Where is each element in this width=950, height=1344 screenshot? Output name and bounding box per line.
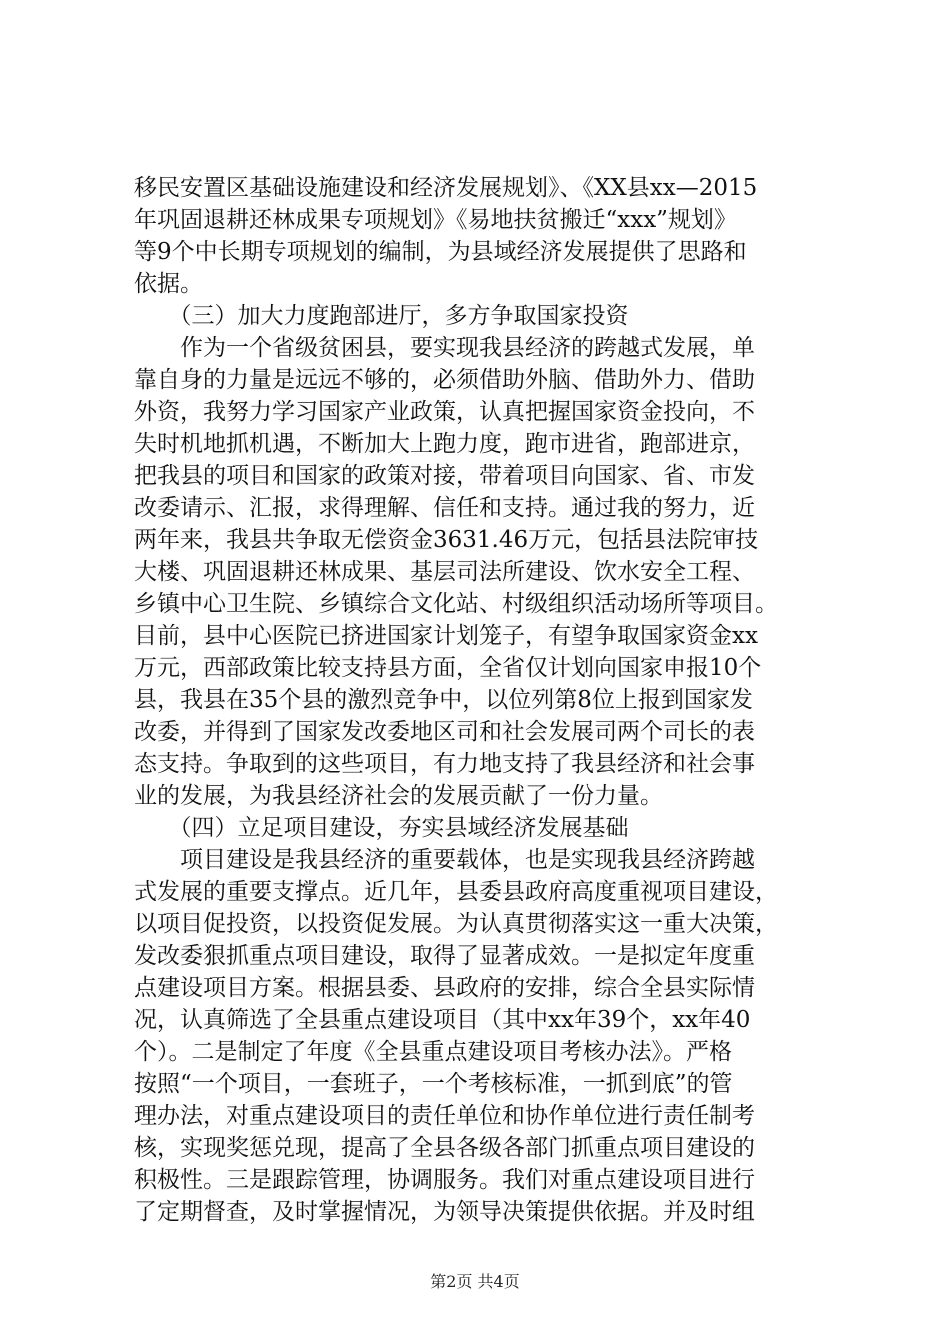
text-line: 县，我县在35个县的激烈竞争中，以位列第8位上报到国家发	[134, 687, 753, 713]
text-line: 点建设项目方案。根据县委、县政府的安排，综合全县实际情	[134, 975, 755, 1001]
text-line: 等9个中长期专项规划的编制，为县域经济发展提供了思路和	[134, 239, 747, 265]
text-line: 发改委狠抓重点项目建设，取得了显著成效。一是拟定年度重	[134, 943, 755, 969]
text-line: 靠自身的力量是远远不够的，必须借助外脑、借助外力、借助	[134, 367, 755, 393]
text-line: 失时机地抓机遇，不断加大上跑力度，跑市进省，跑部进京，	[134, 431, 755, 457]
text-line: 积极性。三是跟踪管理，协调服务。我们对重点建设项目进行	[134, 1167, 755, 1193]
text-line: 了定期督查，及时掌握情况，为领导决策提供依据。并及时组	[134, 1199, 755, 1225]
text-line: 改委，并得到了国家发改委地区司和社会发展司两个司长的表	[134, 719, 755, 745]
text-line: 万元，西部政策比较支持县方面，全省仅计划向国家申报10个	[134, 655, 762, 681]
text-line: 按照“一个项目，一套班子，一个考核标准，一抓到底”的管	[134, 1071, 733, 1097]
text-line: 把我县的项目和国家的政策对接，带着项目向国家、省、市发	[134, 463, 755, 489]
page-number-footer: 第2页 共4页	[430, 1272, 520, 1291]
text-line: 理办法，对重点建设项目的责任单位和协作单位进行责任制考	[134, 1103, 755, 1129]
text-line: 依据。	[134, 271, 203, 297]
text-line: 况，认真筛选了全县重点建设项目（其中xx年39个，xx年40	[134, 1007, 751, 1033]
text-line: 个）。二是制定了年度《全县重点建设项目考核办法》。严格	[134, 1039, 732, 1065]
text-line: 两年来，我县共争取无偿资金3631.46万元，包括县法院审技	[134, 527, 759, 553]
text-line: 年巩固退耕还林成果专项规划》《易地扶贫搬迁“xxx”规划》	[134, 207, 737, 233]
text-line: 以项目促投资，以投资促发展。为认真贯彻落实这一重大决策，	[134, 911, 778, 937]
text-line: 作为一个省级贫困县，要实现我县经济的跨越式发展，单	[134, 335, 755, 361]
text-line: 项目建设是我县经济的重要载体，也是实现我县经济跨越	[134, 847, 755, 873]
text-line: 式发展的重要支撑点。近几年，县委县政府高度重视项目建设，	[134, 879, 778, 905]
body-text	[134, 172, 834, 1228]
section-heading: （四）立足项目建设，夯实县域经济发展基础	[134, 815, 629, 841]
text-line: 改委请示、汇报，求得理解、信任和支持。通过我的努力，近	[134, 495, 755, 521]
text-line: 态支持。争取到的这些项目，有力地支持了我县经济和社会事	[134, 751, 755, 777]
section-heading: （三）加大力度跑部进厅，多方争取国家投资	[134, 303, 629, 329]
text-line: 业的发展，为我县经济社会的发展贡献了一份力量。	[134, 783, 663, 809]
text-line: 移民安置区基础设施建设和经济发展规划》、《XX县xx—2015	[134, 175, 758, 201]
text-line: 核，实现奖惩兑现，提高了全县各级各部门抓重点项目建设的	[134, 1135, 755, 1161]
text-line: 外资，我努力学习国家产业政策，认真把握国家资金投向，不	[134, 399, 755, 425]
text-line: 目前，县中心医院已挤进国家计划笼子，有望争取国家资金xx	[134, 623, 758, 649]
text-line: 大楼、巩固退耕还林成果、基层司法所建设、饮水安全工程、	[134, 559, 755, 585]
text-line: 乡镇中心卫生院、乡镇综合文化站、村级组织活动场所等项目。	[134, 591, 778, 617]
